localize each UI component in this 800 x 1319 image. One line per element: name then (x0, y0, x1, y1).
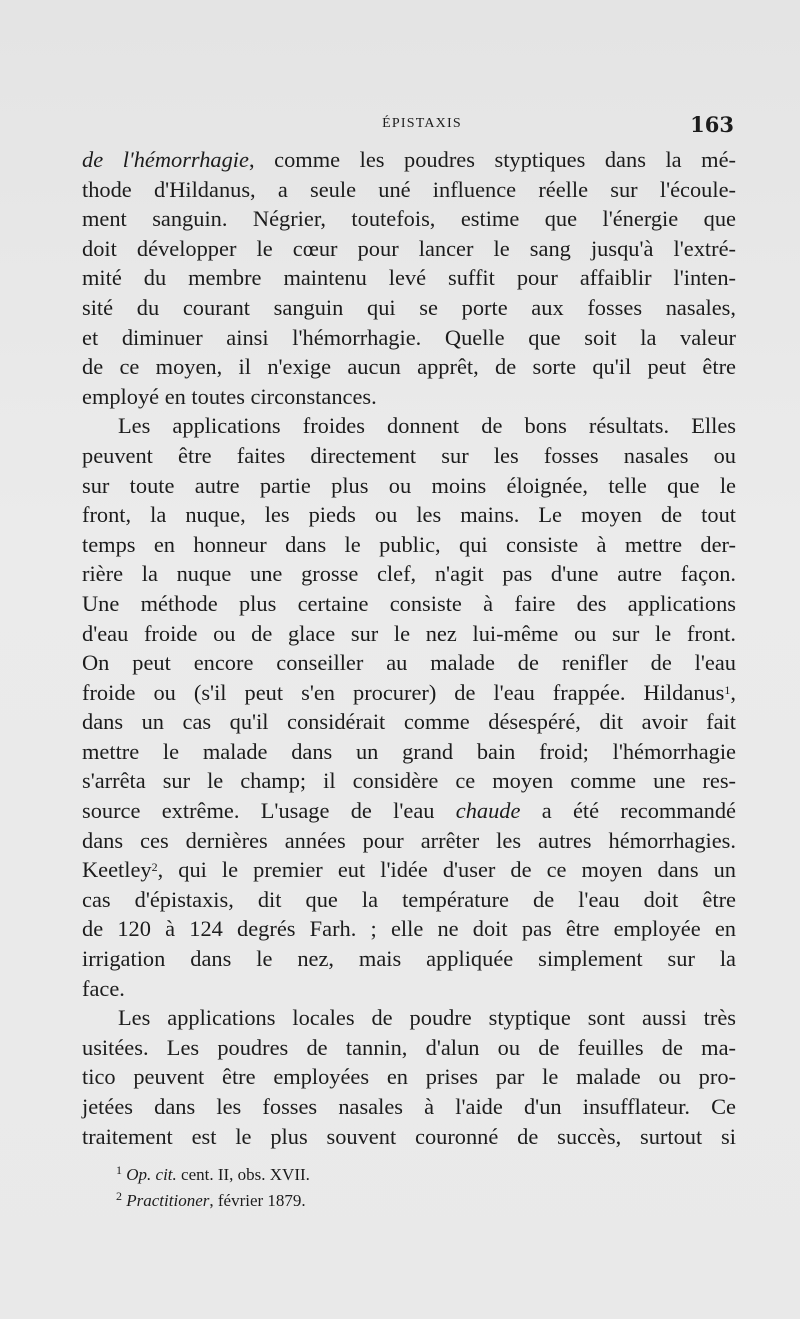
text-line: Keetley$^2$, qui le premier eut l'idée d'user de ce moyen dans un (82, 857, 736, 883)
text-line: et diminuer ainsi l'hémorrhagie. Quelle que soit la valeur (82, 324, 736, 350)
text-line: source extrême. L'usage de l'eau chaude a été recommandé (82, 798, 736, 824)
running-title: ÉPISTAXIS (382, 116, 462, 131)
text-line: froide ou (s'il peut s'en procurer) de l'eau frappée. Hildanus$^1$, (82, 679, 736, 705)
footnote-italic: Practitioner (126, 1191, 210, 1210)
text-line: cas d'épistaxis, dit que la température de l'eau doit être (82, 886, 736, 912)
paragraph-3 (82, 1003, 736, 1151)
running-head (108, 112, 736, 138)
footnote-italic: Op. cit. (126, 1165, 177, 1184)
text-line: thode d'Hildanus, a seule uné influence réelle sur l'écoule- (82, 176, 736, 202)
text-line: de 120 à 124 degrés Farh. ; elle ne doit pas être employée en (82, 916, 736, 942)
text-line: Une méthode plus certaine consiste à faire des applications (82, 590, 736, 616)
text-line: irrigation dans le nez, mais appliquée simplement sur la (82, 946, 736, 972)
text-line: jetées dans les fosses nasales à l'aide d'un insufflateur. Ce (82, 1094, 736, 1119)
text-line: dans ces dernières années pour arrêter les autres hémorrhagies. (82, 827, 736, 853)
footnote: $^2$ Practitioner, février 1879. (116, 1189, 306, 1210)
body-text (82, 145, 736, 1151)
text-line: sité du courant sanguin qui se porte aux fosses nasales, (82, 294, 736, 320)
text-line: de l'hémorrhagie, comme les poudres styptiques dans la mé- (82, 147, 736, 172)
text-line: sur toute autre partie plus ou moins éloignée, telle que le (82, 472, 736, 498)
italic-word: chaude (455, 798, 521, 824)
text-line: mité du membre maintenu levé suffit pour affaiblir l'inten- (82, 265, 736, 291)
text-line: front, la nuque, les pieds ou les mains. Le moyen de tout (82, 502, 736, 528)
text-line: Les applications locales de poudre styptique sont aussi très (118, 1005, 736, 1031)
text-line: tico peuvent être employées en prises par le malade ou pro- (82, 1064, 736, 1090)
page-number: 163 (690, 112, 734, 137)
text-line: mettre le malade dans un grand bain froid; l'hémorrhagie (82, 738, 736, 764)
footnote-ref: 2 (151, 860, 158, 875)
text-line: peuvent être faites directement sur les fosses nasales ou (82, 442, 736, 468)
footnote-mark: 2 (116, 1189, 122, 1203)
text-line: usitées. Les poudres de tannin, d'alun ou de feuilles de ma- (82, 1034, 736, 1060)
paragraph-2 (82, 411, 736, 1003)
footnote-mark: 1 (116, 1163, 122, 1177)
text-line: s'arrêta sur le champ; il considère ce moyen comme une res- (82, 768, 736, 794)
text-line: dans un cas qu'il considérait comme désespéré, dit avoir fait (82, 709, 736, 735)
text-line: face. (82, 975, 125, 1001)
footnote: $^1$ Op. cit. cent. II, obs. XVII. (116, 1163, 310, 1184)
text-line: traitement est le plus souvent couronné de succès, surtout si (82, 1123, 736, 1149)
text-line: employé en toutes circonstances. (82, 383, 377, 409)
paragraph-1 (82, 145, 736, 411)
text-line: d'eau froide ou de glace sur le nez lui-même ou sur le front. (82, 620, 736, 646)
text-line: rière la nuque une grosse clef, n'agit pas d'une autre façon. (82, 561, 736, 587)
text-line: On peut encore conseiller au malade de renifler de l'eau (82, 650, 736, 676)
text-line: de ce moyen, il n'exige aucun apprêt, de sorte qu'il peut être (82, 354, 736, 380)
text-line: temps en honneur dans le public, qui consiste à mettre der- (82, 531, 736, 557)
footnote-ref: 1 (724, 682, 731, 697)
text-line: Les applications froides donnent de bons résultats. Elles (118, 413, 736, 439)
text-line: doit développer le cœur pour lancer le sang jusqu'à l'extré- (82, 235, 736, 261)
text-line: ment sanguin. Négrier, toutefois, estime que l'énergie que (82, 206, 736, 232)
italic-phrase: de l'hémorrhagie (82, 147, 249, 172)
footnotes (116, 1162, 676, 1214)
